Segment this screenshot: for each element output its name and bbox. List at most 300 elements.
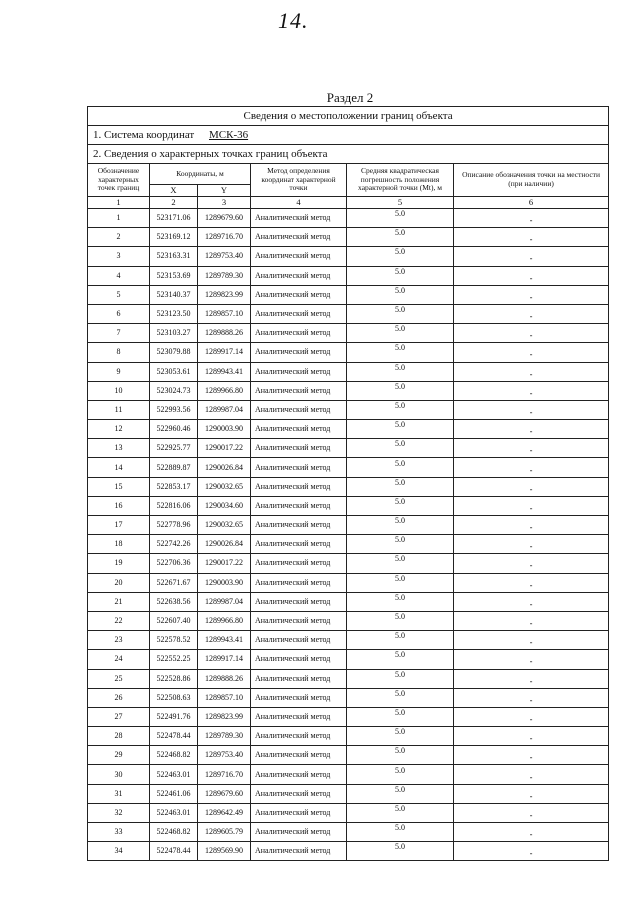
- description-cell: [454, 688, 609, 707]
- coord-x: [150, 803, 198, 822]
- coord-x-text: 523140.37: [156, 289, 191, 299]
- coord-x-text: 523169.12: [156, 232, 191, 242]
- coord-x-text: 522853.17: [156, 481, 191, 491]
- accuracy-cell-text: 5.0: [395, 420, 405, 430]
- points-heading-row: [88, 145, 609, 164]
- point-number-text: 24: [114, 654, 123, 664]
- description-cell: [454, 727, 609, 746]
- method-cell: [251, 784, 347, 803]
- coord-x-text: 522468.82: [156, 750, 191, 760]
- point-number: [88, 631, 150, 650]
- point-number-text: 13: [114, 443, 123, 453]
- table-row: [88, 343, 609, 362]
- accuracy-cell-text: 5.0: [395, 439, 405, 449]
- accuracy-cell: [347, 477, 454, 496]
- description-cell-text: -: [529, 714, 533, 724]
- header-accuracy: Средняя квадратическая погрешность положения характерной точки (Mt), м: [347, 164, 454, 197]
- point-number-text: 26: [114, 692, 123, 702]
- accuracy-cell: [347, 554, 454, 573]
- coord-x: [150, 209, 198, 228]
- accuracy-cell-text: 5.0: [395, 746, 405, 756]
- coord-y: [198, 400, 251, 419]
- method-cell-text: Аналитический метод: [255, 577, 331, 587]
- coord-y: [198, 324, 251, 343]
- description-cell-text: -: [529, 484, 533, 494]
- accuracy-cell-text: 5.0: [395, 343, 405, 353]
- point-number: [88, 420, 150, 439]
- coord-x-text: 522578.52: [156, 635, 191, 645]
- point-number: [88, 573, 150, 592]
- point-number: [88, 842, 150, 861]
- method-cell: [251, 611, 347, 630]
- coord-y: [198, 247, 251, 266]
- point-number: [88, 285, 150, 304]
- method-cell: [251, 707, 347, 726]
- description-cell-text: -: [529, 676, 533, 686]
- coord-y: [198, 381, 251, 400]
- coord-y-text: 1289966.80: [205, 616, 243, 626]
- point-number: [88, 823, 150, 842]
- header-designation: Обозначение характерных точек границ: [88, 164, 150, 197]
- point-number-text: 29: [114, 750, 123, 760]
- description-cell: [454, 573, 609, 592]
- header-description: Описание обозначения точки на местности (при наличии): [454, 164, 609, 197]
- description-cell-text: -: [529, 695, 533, 705]
- table-row: [88, 823, 609, 842]
- accuracy-cell: [347, 746, 454, 765]
- coord-x: [150, 324, 198, 343]
- coord-y: [198, 343, 251, 362]
- description-cell: [454, 765, 609, 784]
- point-number: [88, 688, 150, 707]
- coord-y: [198, 688, 251, 707]
- description-cell: [454, 554, 609, 573]
- point-number: [88, 611, 150, 630]
- coord-x: [150, 707, 198, 726]
- method-cell-text: Аналитический метод: [255, 462, 331, 472]
- coord-x-text: 522993.56: [156, 404, 191, 414]
- point-number-text: 34: [114, 846, 123, 856]
- point-number-text: 9: [116, 366, 121, 376]
- coord-x-text: 522528.86: [156, 673, 191, 683]
- method-cell: [251, 247, 347, 266]
- description-cell: [454, 228, 609, 247]
- description-cell-text: -: [529, 292, 533, 302]
- table-row: [88, 650, 609, 669]
- description-cell: [454, 439, 609, 458]
- method-cell-text: Аналитический метод: [255, 596, 331, 606]
- point-number: [88, 228, 150, 247]
- method-cell-text: Аналитический метод: [255, 443, 331, 453]
- table-row: [88, 362, 609, 381]
- description-cell: [454, 343, 609, 362]
- coord-x: [150, 477, 198, 496]
- column-number: 2: [150, 197, 198, 209]
- description-cell-text: -: [529, 446, 533, 456]
- method-cell-text: Аналитический метод: [255, 711, 331, 721]
- coord-x-text: 522778.96: [156, 520, 191, 530]
- coord-y-text: 1290003.90: [205, 424, 243, 434]
- coord-y-text: 1289679.60: [205, 788, 243, 798]
- description-cell-text: -: [529, 331, 533, 341]
- coord-y: [198, 516, 251, 535]
- method-cell-text: Аналитический метод: [255, 558, 331, 568]
- description-cell-text: -: [529, 753, 533, 763]
- method-cell-text: Аналитический метод: [255, 539, 331, 549]
- point-number: [88, 324, 150, 343]
- description-cell-text: -: [529, 542, 533, 552]
- method-cell-text: Аналитический метод: [255, 424, 331, 434]
- description-cell: [454, 592, 609, 611]
- accuracy-cell: [347, 765, 454, 784]
- method-cell: [251, 803, 347, 822]
- coord-y: [198, 803, 251, 822]
- table-row: [88, 516, 609, 535]
- table-row: [88, 803, 609, 822]
- description-cell: [454, 458, 609, 477]
- coord-y-text: 1289642.49: [205, 807, 243, 817]
- table-row: [88, 688, 609, 707]
- accuracy-cell-text: 5.0: [395, 400, 405, 410]
- description-cell-text: -: [529, 254, 533, 264]
- coord-x-text: 523163.31: [156, 251, 191, 261]
- description-cell-text: -: [529, 427, 533, 437]
- accuracy-cell-text: 5.0: [395, 554, 405, 564]
- table-row: [88, 784, 609, 803]
- method-cell-text: Аналитический метод: [255, 520, 331, 530]
- description-cell-text: -: [529, 216, 533, 226]
- method-cell: [251, 746, 347, 765]
- coord-x: [150, 439, 198, 458]
- accuracy-cell: [347, 784, 454, 803]
- method-cell-text: Аналитический метод: [255, 750, 331, 760]
- method-cell-text: Аналитический метод: [255, 289, 331, 299]
- method-cell: [251, 304, 347, 323]
- accuracy-cell-text: 5.0: [395, 324, 405, 334]
- coord-y-text: 1289789.30: [205, 270, 243, 280]
- table-row: [88, 611, 609, 630]
- accuracy-cell-text: 5.0: [395, 516, 405, 526]
- point-number-text: 18: [114, 539, 123, 549]
- coord-y-text: 1289716.70: [205, 769, 243, 779]
- table-row: [88, 554, 609, 573]
- section-title: Раздел 2: [326, 90, 374, 105]
- accuracy-cell: [347, 688, 454, 707]
- coord-x-text: 522607.40: [156, 616, 191, 626]
- accuracy-cell-text: 5.0: [395, 669, 405, 679]
- coord-x: [150, 842, 198, 861]
- accuracy-cell: [347, 439, 454, 458]
- table-banner-row: [88, 107, 609, 126]
- coord-y-text: 1289823.99: [205, 289, 243, 299]
- point-number-text: 30: [114, 769, 123, 779]
- coord-y-text: 1289943.41: [205, 635, 243, 645]
- description-cell: [454, 304, 609, 323]
- point-number: [88, 477, 150, 496]
- table-row: [88, 707, 609, 726]
- method-cell: [251, 765, 347, 784]
- accuracy-cell-text: 5.0: [395, 209, 405, 219]
- method-cell-text: Аналитический метод: [255, 404, 331, 414]
- coord-x-text: 522816.06: [156, 500, 191, 510]
- coord-x-text: 522671.67: [156, 577, 191, 587]
- description-cell-text: -: [529, 734, 533, 744]
- method-cell-text: Аналитический метод: [255, 692, 331, 702]
- accuracy-cell: [347, 420, 454, 439]
- table-row: [88, 496, 609, 515]
- description-cell-text: -: [529, 849, 533, 859]
- accuracy-cell: [347, 209, 454, 228]
- description-cell: [454, 784, 609, 803]
- coord-x-text: 522478.44: [156, 731, 191, 741]
- point-number-text: 21: [114, 596, 123, 606]
- coord-x: [150, 554, 198, 573]
- accuracy-cell-text: 5.0: [395, 823, 405, 833]
- coord-y-text: 1289917.14: [205, 347, 243, 357]
- description-cell: [454, 247, 609, 266]
- coord-x: [150, 784, 198, 803]
- point-number: [88, 362, 150, 381]
- point-number: [88, 746, 150, 765]
- accuracy-cell: [347, 400, 454, 419]
- accuracy-cell: [347, 516, 454, 535]
- description-cell: [454, 631, 609, 650]
- point-number-text: 11: [114, 404, 123, 414]
- column-number-row: [88, 197, 609, 209]
- method-cell: [251, 343, 347, 362]
- method-cell-text: Аналитический метод: [255, 500, 331, 510]
- point-number-text: 22: [114, 616, 123, 626]
- accuracy-cell-text: 5.0: [395, 477, 405, 487]
- coord-y: [198, 477, 251, 496]
- method-cell-text: Аналитический метод: [255, 616, 331, 626]
- accuracy-cell: [347, 707, 454, 726]
- table-row: [88, 477, 609, 496]
- coord-x-text: 522706.36: [156, 558, 191, 568]
- coord-y: [198, 209, 251, 228]
- coord-x: [150, 304, 198, 323]
- accuracy-cell-text: 5.0: [395, 688, 405, 698]
- coord-y: [198, 611, 251, 630]
- coord-y: [198, 765, 251, 784]
- coord-x: [150, 247, 198, 266]
- accuracy-cell: [347, 535, 454, 554]
- accuracy-cell-text: 5.0: [395, 266, 405, 276]
- coord-y-text: 1289857.10: [205, 692, 243, 702]
- table-row: [88, 631, 609, 650]
- coord-y: [198, 420, 251, 439]
- accuracy-cell-text: 5.0: [395, 305, 405, 315]
- accuracy-cell: [347, 650, 454, 669]
- description-cell: [454, 535, 609, 554]
- accuracy-cell: [347, 362, 454, 381]
- accuracy-cell-text: 5.0: [395, 285, 405, 295]
- coord-y-text: 1290026.84: [205, 539, 243, 549]
- coord-y-text: 1289605.79: [205, 827, 243, 837]
- accuracy-cell-text: 5.0: [395, 784, 405, 794]
- coord-x-text: 522638.56: [156, 596, 191, 606]
- coord-x: [150, 420, 198, 439]
- coord-x-text: 523123.50: [156, 309, 191, 319]
- coord-y-text: 1289753.40: [205, 750, 243, 760]
- point-number-text: 31: [114, 788, 123, 798]
- table-row: [88, 209, 609, 228]
- coord-x: [150, 765, 198, 784]
- coord-x: [150, 285, 198, 304]
- point-number: [88, 784, 150, 803]
- point-number-text: 6: [116, 309, 121, 319]
- accuracy-cell-text: 5.0: [395, 228, 405, 238]
- coord-y: [198, 746, 251, 765]
- description-cell: [454, 611, 609, 630]
- coord-x: [150, 458, 198, 477]
- method-cell-text: Аналитический метод: [255, 788, 331, 798]
- method-cell-text: Аналитический метод: [255, 270, 331, 280]
- header-x: X: [150, 185, 198, 197]
- coord-y-text: 1289569.90: [205, 846, 243, 856]
- coord-y: [198, 631, 251, 650]
- method-cell: [251, 554, 347, 573]
- point-number: [88, 381, 150, 400]
- coord-system-row: [88, 126, 609, 145]
- accuracy-cell: [347, 573, 454, 592]
- method-cell: [251, 823, 347, 842]
- coord-x: [150, 573, 198, 592]
- point-number-text: 23: [114, 635, 123, 645]
- description-cell-text: -: [529, 312, 533, 322]
- coord-x: [150, 631, 198, 650]
- coord-x: [150, 727, 198, 746]
- coord-y-text: 1290017.22: [205, 558, 243, 568]
- accuracy-cell-text: 5.0: [395, 362, 405, 372]
- method-cell: [251, 592, 347, 611]
- method-cell: [251, 400, 347, 419]
- point-number-text: 15: [114, 481, 123, 491]
- coord-x-text: 522468.82: [156, 827, 191, 837]
- table-row: [88, 324, 609, 343]
- point-number-text: 10: [114, 385, 123, 395]
- accuracy-cell: [347, 343, 454, 362]
- coord-y-text: 1289857.10: [205, 309, 243, 319]
- coord-x: [150, 823, 198, 842]
- coord-y: [198, 707, 251, 726]
- coord-y: [198, 304, 251, 323]
- description-cell: [454, 496, 609, 515]
- coord-x-text: 522925.77: [156, 443, 191, 453]
- coord-x: [150, 266, 198, 285]
- coord-y: [198, 362, 251, 381]
- column-number: 4: [251, 197, 347, 209]
- table-row: [88, 381, 609, 400]
- coord-y-text: 1289753.40: [205, 251, 243, 261]
- method-cell: [251, 209, 347, 228]
- description-cell-text: -: [529, 580, 533, 590]
- coord-y: [198, 592, 251, 611]
- accuracy-cell: [347, 842, 454, 861]
- accuracy-cell-text: 5.0: [395, 496, 405, 506]
- accuracy-cell: [347, 228, 454, 247]
- coord-y: [198, 669, 251, 688]
- coord-x-text: 523153.69: [156, 270, 191, 280]
- point-number-text: 19: [114, 558, 123, 568]
- point-number: [88, 209, 150, 228]
- point-number: [88, 650, 150, 669]
- description-cell: [454, 746, 609, 765]
- coord-x: [150, 228, 198, 247]
- description-cell-text: -: [529, 830, 533, 840]
- method-cell: [251, 650, 347, 669]
- table-row: [88, 285, 609, 304]
- description-cell-text: -: [529, 772, 533, 782]
- method-cell: [251, 842, 347, 861]
- method-cell: [251, 516, 347, 535]
- method-cell: [251, 477, 347, 496]
- coord-y: [198, 285, 251, 304]
- table-row: [88, 765, 609, 784]
- coord-x: [150, 362, 198, 381]
- point-number: [88, 535, 150, 554]
- table-row: [88, 573, 609, 592]
- method-cell-text: Аналитический метод: [255, 385, 331, 395]
- coord-x-text: 523024.73: [156, 385, 191, 395]
- description-cell-text: -: [529, 791, 533, 801]
- point-number-text: 7: [116, 328, 121, 338]
- coord-system-value: МСК-36: [208, 128, 249, 141]
- coord-y: [198, 535, 251, 554]
- coord-x-text: 522889.87: [156, 462, 191, 472]
- coord-y-text: 1290026.84: [205, 462, 243, 472]
- method-cell: [251, 688, 347, 707]
- accuracy-cell-text: 5.0: [395, 765, 405, 775]
- points-heading: 2. Сведения о характерных точках границ объекта: [88, 145, 609, 164]
- accuracy-cell: [347, 611, 454, 630]
- point-number: [88, 765, 150, 784]
- point-number: [88, 266, 150, 285]
- method-cell: [251, 669, 347, 688]
- description-cell: [454, 285, 609, 304]
- coord-y: [198, 554, 251, 573]
- method-cell-text: Аналитический метод: [255, 635, 331, 645]
- table-row: [88, 266, 609, 285]
- accuracy-cell: [347, 304, 454, 323]
- description-cell: [454, 266, 609, 285]
- point-number: [88, 707, 150, 726]
- point-number: [88, 803, 150, 822]
- coord-y-text: 1289716.70: [205, 232, 243, 242]
- coord-x-text: 522552.25: [156, 654, 191, 664]
- column-number: 1: [88, 197, 150, 209]
- description-cell: [454, 823, 609, 842]
- coord-x-text: 522960.46: [156, 424, 191, 434]
- coord-x: [150, 669, 198, 688]
- method-cell-text: Аналитический метод: [255, 827, 331, 837]
- description-cell-text: -: [529, 599, 533, 609]
- accuracy-cell: [347, 592, 454, 611]
- description-cell-text: -: [529, 523, 533, 533]
- table-row: [88, 842, 609, 861]
- method-cell-text: Аналитический метод: [255, 213, 331, 223]
- accuracy-cell: [347, 266, 454, 285]
- column-number: 5: [347, 197, 454, 209]
- accuracy-cell: [347, 631, 454, 650]
- table-row: [88, 420, 609, 439]
- description-cell: [454, 650, 609, 669]
- point-number: [88, 554, 150, 573]
- description-cell-text: -: [529, 235, 533, 245]
- coord-x-text: 522478.44: [156, 846, 191, 856]
- description-cell-text: -: [529, 407, 533, 417]
- description-cell: [454, 516, 609, 535]
